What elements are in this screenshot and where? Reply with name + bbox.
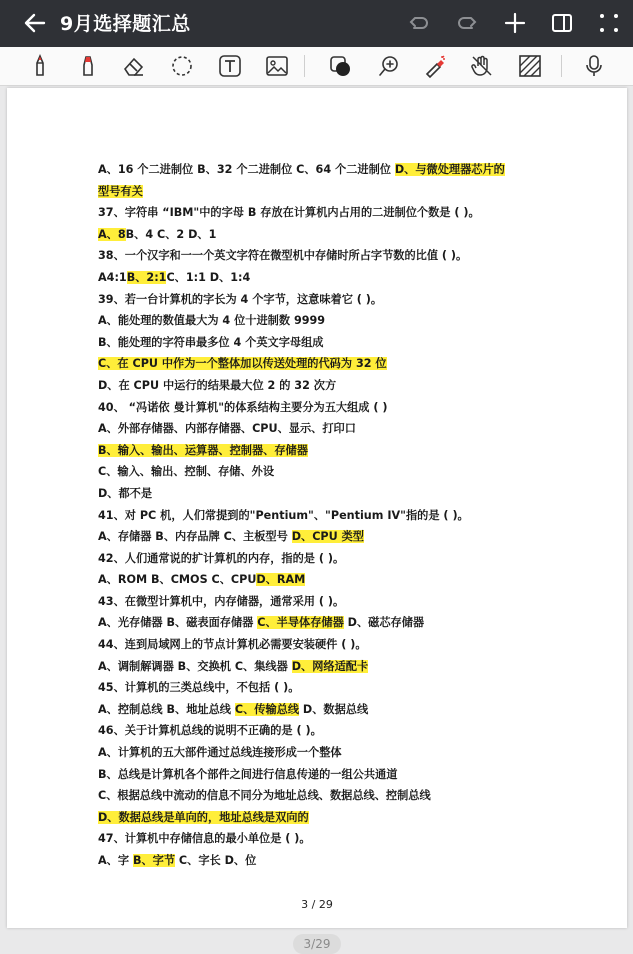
highlighted-answer: D、RAM (256, 573, 306, 587)
marker-icon[interactable] (75, 53, 101, 79)
text-line (98, 289, 558, 311)
text-segment: 42、人们通常说的扩计算机的内存，指的是 ( )。 (98, 551, 345, 565)
text-segment: B、能处理的字符串最多位 4 个英文字母组成 (98, 335, 324, 349)
text-line (98, 332, 558, 354)
text-segment: D、都不是 (98, 486, 153, 500)
text-segment: A、存储器 B、内存品牌 C、主板型号 (98, 530, 292, 544)
lasso-icon[interactable] (169, 53, 195, 79)
text-line (98, 612, 558, 634)
add-icon[interactable] (503, 11, 527, 35)
text-segment: C、根据总线中流动的信息不同分为地址总线、数据总线、控制总线 (98, 789, 431, 803)
toolbar-divider (304, 55, 305, 77)
text-line (98, 677, 558, 699)
text-line (98, 440, 558, 462)
text-segment: 43、在微型计算机中，内存储器，通常采用 ( )。 (98, 594, 345, 608)
page-text (98, 159, 558, 872)
toolbar-divider (561, 55, 562, 77)
microphone-icon[interactable] (581, 53, 607, 79)
text-line (98, 569, 558, 591)
image-icon[interactable] (264, 53, 290, 79)
text-line (98, 375, 558, 397)
text-segment: A、调制解调器 B、交换机 C、集线器 (98, 659, 292, 673)
text-box-icon[interactable] (217, 53, 243, 79)
highlighted-answer: D、网络适配卡 (291, 659, 369, 673)
text-line (98, 720, 558, 742)
text-line (98, 764, 558, 786)
text-line (98, 181, 558, 203)
text-line (98, 526, 558, 548)
text-segment: 45、计算机的三类总线中，不包括 ( )。 (98, 681, 300, 695)
text-segment: A、计算机的五大部件通过总线连接形成一个整体 (98, 746, 342, 760)
eraser-icon[interactable] (121, 53, 147, 79)
text-segment: D、在 CPU 中运行的结果最大位 2 的 32 次方 (98, 378, 337, 392)
back-arrow-icon[interactable] (22, 10, 48, 36)
text-segment: A、能处理的数值最大为 4 位十进制数 9999 (98, 314, 326, 328)
text-segment: A、外部存储器、内部存储器、CPU、显示、打印口 (98, 422, 356, 436)
highlighted-answer: C、半导体存储器 (257, 616, 344, 630)
text-line (98, 353, 558, 375)
document-page[interactable] (7, 88, 627, 928)
text-segment: A、16 个二进制位 B、32 个二进制位 C、64 个二进制位 (98, 163, 395, 176)
text-line (98, 159, 558, 181)
highlighted-answer: D、与微处理器芯片的 (394, 163, 505, 176)
zoom-icon[interactable] (376, 53, 402, 79)
text-line (98, 591, 558, 613)
text-segment: 44、连到局域网上的节点计算机必需要安装硬件 ( )。 (98, 638, 367, 652)
text-segment: D、磁芯存储器 (343, 616, 425, 630)
text-segment: C、1:1 D、1:4 (166, 270, 251, 284)
text-line (98, 397, 558, 419)
highlighted-answer: D、数据总线是单向的，地址总线是双向的 (98, 810, 309, 824)
text-segment: A、控制总线 B、地址总线 (98, 702, 235, 716)
text-segment: C、输入、输出、控制、存储、外设 (98, 465, 275, 479)
pen-icon[interactable] (27, 53, 53, 79)
text-segment: A、ROM B、CMOS C、CPU (98, 573, 257, 587)
highlighted-answer: 型号有关 (98, 184, 143, 198)
text-segment: C、字长 D、位 (175, 854, 257, 867)
redo-icon[interactable] (455, 11, 479, 35)
text-line (98, 245, 558, 267)
text-line (98, 656, 558, 678)
text-segment: 46、关于计算机总线的说明不正确的是 ( )。 (98, 724, 322, 738)
text-segment: 47、计算机中存储信息的最小单位是 ( )。 (98, 832, 311, 846)
highlighted-answer: B、2:1 (126, 270, 167, 284)
text-line (98, 267, 558, 289)
text-segment: 38、一个汉字和一一个英文字符在微型机中存储时所占字节数的比值 ( )。 (98, 249, 468, 263)
text-line (98, 310, 558, 332)
text-line (98, 850, 558, 872)
pattern-icon[interactable] (517, 53, 543, 79)
text-segment: A4:1 (98, 270, 127, 284)
text-segment: A、光存储器 B、磁表面存储器 (98, 616, 258, 630)
text-segment: B、4 C、2 D、1 (125, 227, 217, 241)
more-icon[interactable] (597, 11, 621, 35)
text-line (98, 785, 558, 807)
text-line (98, 742, 558, 764)
text-segment: 37、字符串 “IBM"中的字母 B 存放在计算机内占用的二进制位个数是 ( )。 (98, 206, 480, 220)
laser-pointer-icon[interactable] (422, 53, 448, 79)
text-line (98, 828, 558, 850)
text-segment: B、总线是计算机各个部件之间进行信息传递的一组公共通道 (98, 767, 398, 781)
text-line (98, 483, 558, 505)
text-line (98, 634, 558, 656)
text-segment: 39、若一台计算机的字长为 4 个字节，这意味着它 ( )。 (98, 292, 383, 306)
text-line (98, 461, 558, 483)
text-segment: D、数据总线 (299, 702, 369, 716)
text-line (98, 202, 558, 224)
highlighted-answer: B、字节 (132, 854, 176, 867)
shapes-icon[interactable] (328, 53, 354, 79)
highlighted-answer: B、输入、输出、运算器、控制器、存储器 (98, 443, 308, 457)
document-title: 9月选择题汇总 (60, 13, 191, 35)
highlighted-answer: A、8 (98, 227, 126, 241)
text-line (98, 224, 558, 246)
text-segment: 41、对 PC 机，人们常提到的"Pentium"、"Pentium IV"指的是 ( )。 (98, 508, 469, 522)
text-segment: 40、 “冯诺依 曼计算机"的体系结构主要分为五大组成 ( ) (98, 400, 388, 414)
hand-icon[interactable] (469, 53, 495, 79)
text-line (98, 807, 558, 829)
page-indicator: 3/29 (293, 934, 341, 954)
text-segment: A、字 (98, 854, 133, 867)
text-line (98, 548, 558, 570)
highlighted-answer: C、传输总线 (234, 702, 300, 716)
undo-icon[interactable] (407, 11, 431, 35)
page-number: 3 / 29 (301, 898, 333, 911)
text-line (98, 418, 558, 440)
text-line (98, 505, 558, 527)
highlighted-answer: D、CPU 类型 (291, 530, 364, 544)
sidebar-panel-icon[interactable] (550, 11, 574, 35)
top-app-bar (0, 0, 633, 47)
text-line (98, 699, 558, 721)
highlighted-answer: C、在 CPU 中作为一个整体加以传送处理的代码为 32 位 (98, 357, 387, 371)
drawing-toolbar (0, 47, 633, 86)
